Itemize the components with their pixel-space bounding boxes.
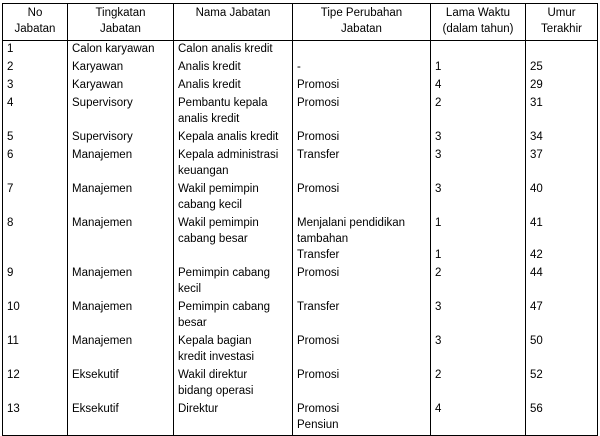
cell-umur-line: 50 [530, 335, 543, 347]
cell-lama-line: 1 [435, 217, 442, 229]
cell-no-text: 8 [7, 217, 14, 229]
table-row [3, 129, 598, 145]
cell-umur-line: 37 [530, 149, 543, 161]
cell-umur [526, 181, 598, 213]
cell-umur [526, 367, 598, 399]
cell-umur [526, 129, 598, 145]
cell-tingkatan [68, 59, 174, 75]
spacer-cell [3, 433, 68, 436]
cell-lama [431, 147, 526, 179]
cell-tingkatan-text: Karyawan [72, 79, 124, 91]
cell-nama-line: kecil [178, 283, 202, 295]
cell-tipe [293, 215, 431, 263]
table-row [3, 181, 598, 213]
cell-nama-line: Calon analis kredit [178, 43, 273, 55]
cell-lama [431, 181, 526, 213]
cell-tingkatan-text: Supervisory [72, 97, 133, 109]
cell-no-text: 6 [7, 149, 14, 161]
cell-no-text: 11 [7, 335, 19, 347]
cell-nama [174, 299, 293, 331]
cell-tipe [293, 95, 431, 127]
cell-nama [174, 401, 293, 433]
cell-nama [174, 367, 293, 399]
cell-lama-line: 1 [435, 61, 442, 73]
cell-nama-line: cabang kecil [178, 199, 242, 211]
cell-umur [526, 95, 598, 127]
table-row [3, 367, 598, 399]
cell-tingkatan [68, 215, 174, 263]
cell-umur-line: 47 [530, 301, 543, 313]
cell-tingkatan [68, 129, 174, 145]
cell-no [3, 333, 68, 365]
cell-tipe [293, 147, 431, 179]
header-nama-line: Nama Jabatan [195, 7, 271, 19]
cell-tipe-line: Promosi [297, 131, 340, 143]
cell-tipe-line: tambahan [297, 233, 349, 245]
cell-nama [174, 265, 293, 297]
table-row [3, 265, 598, 297]
cell-no [3, 367, 68, 399]
cell-lama-line: 3 [435, 183, 442, 195]
cell-tingkatan [68, 299, 174, 331]
cell-tingkatan-text: Manajemen [72, 335, 133, 347]
cell-tipe-line: Transfer [297, 249, 340, 261]
header-lama [431, 4, 526, 41]
cell-lama [431, 215, 526, 263]
cell-no [3, 41, 68, 58]
cell-tipe [293, 129, 431, 145]
cell-tipe [293, 77, 431, 93]
cell-umur-line: 29 [530, 79, 543, 91]
cell-lama [431, 401, 526, 433]
cell-tipe-line: Promosi [297, 403, 340, 415]
table-body [3, 41, 598, 436]
header-no [3, 4, 68, 41]
spacer-cell [174, 433, 293, 436]
cell-no [3, 129, 68, 145]
cell-lama [431, 367, 526, 399]
cell-umur [526, 77, 598, 93]
cell-tipe [293, 401, 431, 433]
cell-nama-line: Analis kredit [178, 79, 241, 91]
cell-nama [174, 41, 293, 58]
cell-no-text: 5 [7, 131, 14, 143]
cell-umur-line [530, 41, 593, 57]
cell-nama [174, 215, 293, 263]
table-row [3, 215, 598, 263]
cell-tipe-line: Promosi [297, 369, 340, 381]
cell-tingkatan-text: Eksekutif [72, 403, 119, 415]
cell-no [3, 215, 68, 263]
cell-nama [174, 59, 293, 75]
cell-lama [431, 41, 526, 58]
cell-lama [431, 333, 526, 365]
cell-umur [526, 59, 598, 75]
cell-nama-line: Wakil pemimpin [178, 183, 259, 195]
table-row [3, 41, 598, 58]
cell-tingkatan-text: Karyawan [72, 61, 124, 73]
spacer-cell [526, 433, 598, 436]
cell-no [3, 265, 68, 297]
cell-tingkatan [68, 401, 174, 433]
header-tingkatan-line: Tingkatan [95, 7, 146, 19]
cell-umur [526, 333, 598, 365]
cell-tingkatan-text: Manajemen [72, 217, 133, 229]
cell-tipe [293, 265, 431, 297]
cell-lama-line: 3 [435, 335, 442, 347]
cell-tingkatan [68, 41, 174, 58]
cell-nama-line: Analis kredit [178, 61, 241, 73]
cell-nama-line: Wakil direktur [178, 369, 248, 381]
cell-nama-line: besar [178, 317, 207, 329]
cell-no-text: 9 [7, 267, 14, 279]
cell-nama-line: Kepala administrasi [178, 149, 279, 161]
cell-tingkatan [68, 181, 174, 213]
cell-umur [526, 215, 598, 263]
cell-lama-line: 2 [435, 369, 442, 381]
cell-no [3, 147, 68, 179]
cell-tingkatan-text: Manajemen [72, 149, 133, 161]
header-nama [174, 4, 293, 41]
cell-lama-line: 4 [435, 403, 442, 415]
cell-tipe [293, 41, 431, 58]
row-spacer [3, 433, 598, 436]
cell-tingkatan [68, 147, 174, 179]
header-tipe-line: Tipe Perubahan [320, 7, 403, 19]
header-row [3, 4, 598, 41]
header-tingkatan-line: Jabatan [100, 23, 141, 35]
cell-lama [431, 95, 526, 127]
cell-tingkatan-text: Manajemen [72, 267, 133, 279]
cell-nama-line: keuangan [178, 165, 229, 177]
cell-umur [526, 265, 598, 297]
cell-tingkatan-text: Eksekutif [72, 369, 119, 381]
header-tingkatan [68, 4, 174, 41]
cell-umur-line: 31 [530, 97, 543, 109]
spacer-cell [431, 433, 526, 436]
cell-umur-line [530, 231, 593, 247]
cell-tingkatan [68, 265, 174, 297]
cell-nama-line: Pemimpin cabang [178, 301, 271, 313]
cell-tipe [293, 181, 431, 213]
cell-tipe-line: Promosi [297, 267, 340, 279]
cell-nama [174, 95, 293, 127]
cell-umur-line: 52 [530, 369, 543, 381]
cell-tingkatan [68, 95, 174, 127]
cell-no [3, 77, 68, 93]
cell-nama-line: Kepala analis kredit [178, 131, 279, 143]
spacer-cell [293, 433, 431, 436]
cell-lama [431, 129, 526, 145]
header-umur-line: Umur [547, 7, 576, 19]
cell-tipe-line [297, 41, 426, 57]
cell-nama-line: Direktur [178, 403, 219, 415]
cell-lama [431, 59, 526, 75]
header-tipe [293, 4, 431, 41]
cell-no-text: 1 [7, 43, 14, 55]
cell-nama-line: Kepala bagian [178, 335, 252, 347]
cell-tingkatan [68, 333, 174, 365]
table-row [3, 333, 598, 365]
cell-tingkatan-text: Manajemen [72, 301, 133, 313]
cell-nama-line: Pemimpin cabang [178, 267, 271, 279]
cell-tipe-line: - [297, 61, 301, 73]
header-umur-line: Terakhir [541, 23, 582, 35]
cell-tipe-line: Promosi [297, 183, 340, 195]
header-no-line: No [27, 7, 43, 19]
cell-umur-line: 25 [530, 61, 543, 73]
cell-no-text: 10 [7, 301, 20, 313]
cell-umur-line: 42 [530, 249, 543, 261]
cell-nama [174, 129, 293, 145]
cell-tingkatan-text: Supervisory [72, 131, 133, 143]
cell-tipe-line: Menjalani pendidikan [297, 217, 406, 229]
table-row [3, 147, 598, 179]
cell-tipe-line: Pensiun [297, 419, 339, 431]
cell-nama-line: Pembantu kepala [178, 97, 268, 109]
table-row [3, 95, 598, 127]
cell-lama-line: 3 [435, 301, 442, 313]
cell-nama [174, 77, 293, 93]
table-row [3, 77, 598, 93]
cell-lama-line: 4 [435, 79, 442, 91]
cell-nama [174, 147, 293, 179]
cell-lama-line [435, 231, 521, 247]
cell-nama [174, 181, 293, 213]
cell-no-text: 2 [7, 61, 14, 73]
career-path-table [2, 3, 598, 436]
cell-umur-line: 34 [530, 131, 543, 143]
cell-tipe [293, 299, 431, 331]
cell-umur [526, 401, 598, 433]
cell-lama-line: 3 [435, 131, 442, 143]
cell-no-text: 4 [7, 97, 14, 109]
cell-lama-line: 2 [435, 97, 442, 109]
cell-no [3, 181, 68, 213]
cell-lama [431, 77, 526, 93]
cell-no [3, 299, 68, 331]
cell-tipe [293, 367, 431, 399]
header-tipe-line: Jabatan [341, 23, 382, 35]
cell-tipe [293, 59, 431, 75]
cell-nama [174, 333, 293, 365]
spacer-cell [68, 433, 174, 436]
cell-nama-line: cabang besar [178, 233, 248, 245]
cell-nama-line: analis kredit [178, 113, 240, 125]
table-row [3, 59, 598, 75]
cell-no-text: 3 [7, 79, 14, 91]
cell-umur-line: 41 [530, 217, 543, 229]
cell-no [3, 401, 68, 433]
cell-umur-line: 40 [530, 183, 543, 195]
cell-tipe-line: Promosi [297, 335, 340, 347]
cell-lama-line: 3 [435, 149, 442, 161]
cell-lama-line [435, 41, 521, 57]
cell-tingkatan-text: Calon karyawan [72, 43, 155, 55]
header-no-line: Jabatan [14, 23, 56, 35]
cell-tipe-line: Promosi [297, 79, 340, 91]
cell-tingkatan [68, 77, 174, 93]
cell-no [3, 59, 68, 75]
cell-tingkatan-text: Manajemen [72, 183, 133, 195]
cell-lama [431, 265, 526, 297]
cell-tipe [293, 333, 431, 365]
cell-nama-line: kredit investasi [178, 351, 255, 363]
cell-tipe-line: Promosi [297, 97, 340, 109]
cell-umur-line: 56 [530, 403, 543, 415]
cell-nama-line: bidang operasi [178, 385, 254, 397]
cell-tingkatan [68, 367, 174, 399]
cell-lama-line: 2 [435, 267, 442, 279]
table-row [3, 299, 598, 331]
table-row [3, 401, 598, 433]
cell-nama-line: Wakil pemimpin [178, 217, 259, 229]
cell-no [3, 95, 68, 127]
cell-no-text: 7 [7, 183, 14, 195]
cell-no-text: 13 [7, 403, 20, 415]
cell-lama [431, 299, 526, 331]
cell-tipe-line: Transfer [297, 149, 340, 161]
cell-no-text: 12 [7, 369, 20, 381]
cell-tipe-line: Transfer [297, 301, 340, 313]
cell-umur [526, 41, 598, 58]
cell-umur [526, 147, 598, 179]
cell-umur [526, 299, 598, 331]
cell-lama-line: 1 [435, 249, 442, 261]
header-umur [526, 4, 598, 41]
header-lama-line: (dalam tahun) [442, 23, 514, 35]
cell-umur-line: 44 [530, 267, 543, 279]
header-lama-line: Lama Waktu [445, 7, 511, 19]
